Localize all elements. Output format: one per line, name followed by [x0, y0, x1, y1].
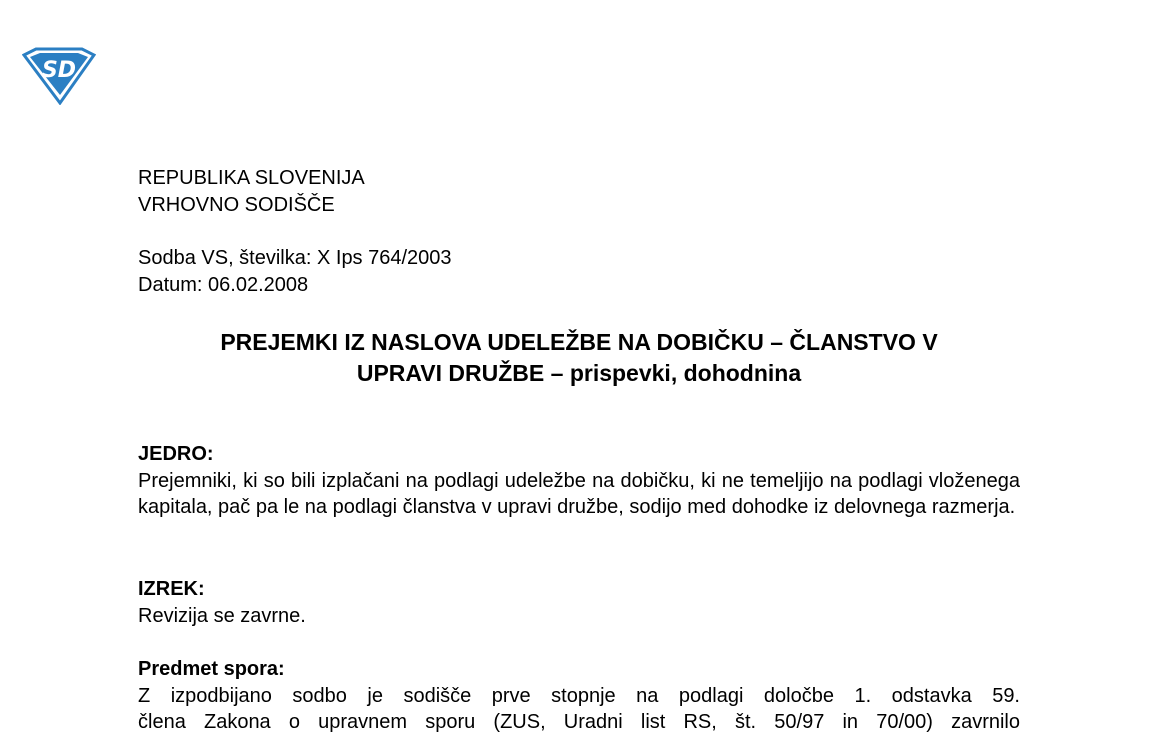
court-header — [138, 165, 1020, 218]
izrek-text: Revizija se zavrne. — [138, 604, 306, 627]
logo-letters: SD — [41, 58, 77, 83]
case-number: Sodba VS, številka: X Ips 764/2003 — [138, 247, 452, 269]
jedro-section — [138, 441, 1020, 521]
case-meta — [138, 245, 1020, 298]
jedro-heading: JEDRO: — [138, 443, 214, 465]
predmet-line-2: člena Zakona o upravnem sporu (ZUS, Uradni list RS, št. 50/97 in 70/00) zavrnilo — [138, 711, 1020, 733]
predmet-section — [138, 656, 1020, 736]
predmet-line-1: Z izpodbijano sodbo je sodišče prve stopnje na podlagi določbe 1. odstavka 59. — [138, 684, 1020, 707]
title-line-2: UPRAVI DRUŽBE – prispevki, dohodnina — [356, 360, 802, 386]
izrek-section — [138, 576, 1020, 629]
court-name: VRHOVNO SODIŠČE — [138, 193, 335, 216]
case-date: Datum: 06.02.2008 — [138, 273, 309, 296]
jedro-text: Prejemniki, ki so bili izplačani na podlagi udeležbe na dobičku, ki ne temeljijo na podlagi vloženega kapitala, pač pa le na podlagi članstva v upravi družbe, sodijo med dohodke iz delovnega razmerja. — [138, 469, 1020, 518]
predmet-heading: Predmet spora: — [138, 658, 285, 680]
court-logo — [22, 47, 96, 105]
izrek-heading: IZREK: — [138, 578, 205, 600]
document-title — [138, 327, 1020, 389]
title-line-1: PREJEMKI IZ NASLOVA UDELEŽBE NA DOBIČKU – ČLANSTVO V — [220, 329, 938, 355]
sd-emblem-icon — [22, 47, 96, 105]
republic-name: REPUBLIKA SLOVENIJA — [138, 167, 365, 189]
